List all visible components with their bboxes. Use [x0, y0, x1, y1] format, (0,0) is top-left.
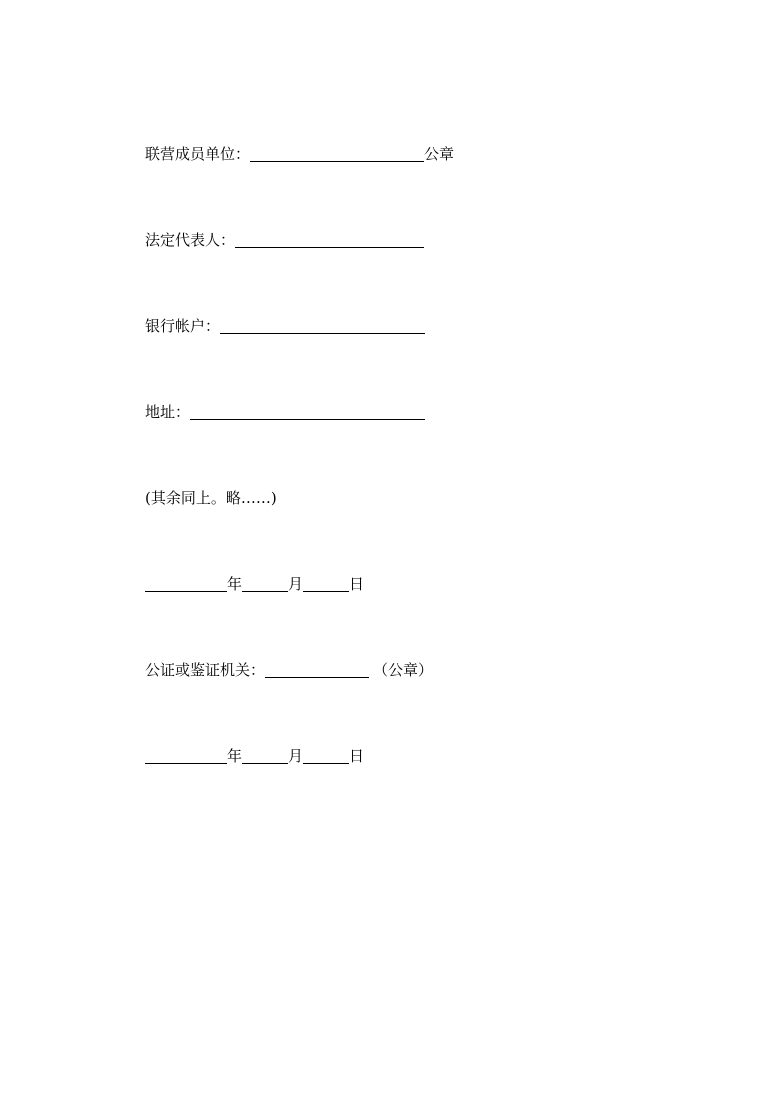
note-text: (其余同上。略……): [145, 489, 277, 507]
bank-account-blank[interactable]: [220, 317, 425, 334]
date-1-day-blank[interactable]: [303, 575, 349, 592]
address-line: [145, 401, 425, 423]
date-1-day-label: 日: [349, 575, 365, 593]
notary-seal-label: （公章）: [373, 661, 434, 679]
date-1-year-label: 年: [227, 575, 243, 593]
address-label: 地址：: [145, 403, 191, 421]
address-blank[interactable]: [190, 403, 425, 420]
bank-account-label: 银行帐户：: [145, 317, 221, 335]
legal-rep-line: [145, 229, 424, 251]
member-unit-label: 联营成员单位：: [145, 145, 251, 163]
date-2-day-label: 日: [349, 747, 365, 765]
notary-blank[interactable]: [265, 661, 369, 678]
date-1-month-blank[interactable]: [242, 575, 288, 592]
notary-label: 公证或鉴证机关：: [145, 661, 266, 679]
legal-rep-blank[interactable]: [235, 231, 424, 248]
member-unit-blank[interactable]: [250, 145, 424, 162]
date-1-month-label: 月: [288, 575, 304, 593]
date-line-2: [145, 745, 364, 767]
date-2-year-label: 年: [227, 747, 243, 765]
date-2-year-blank[interactable]: [145, 747, 227, 764]
bank-account-line: [145, 315, 425, 337]
note-line: [145, 487, 277, 509]
date-1-year-blank[interactable]: [145, 575, 227, 592]
date-line-1: [145, 573, 364, 595]
notary-line: [145, 659, 433, 681]
legal-rep-label: 法定代表人：: [145, 231, 236, 249]
date-2-month-label: 月: [288, 747, 304, 765]
date-2-month-blank[interactable]: [242, 747, 288, 764]
date-2-day-blank[interactable]: [303, 747, 349, 764]
member-unit-seal-label: 公章: [424, 145, 455, 163]
member-unit-line: [145, 143, 454, 165]
